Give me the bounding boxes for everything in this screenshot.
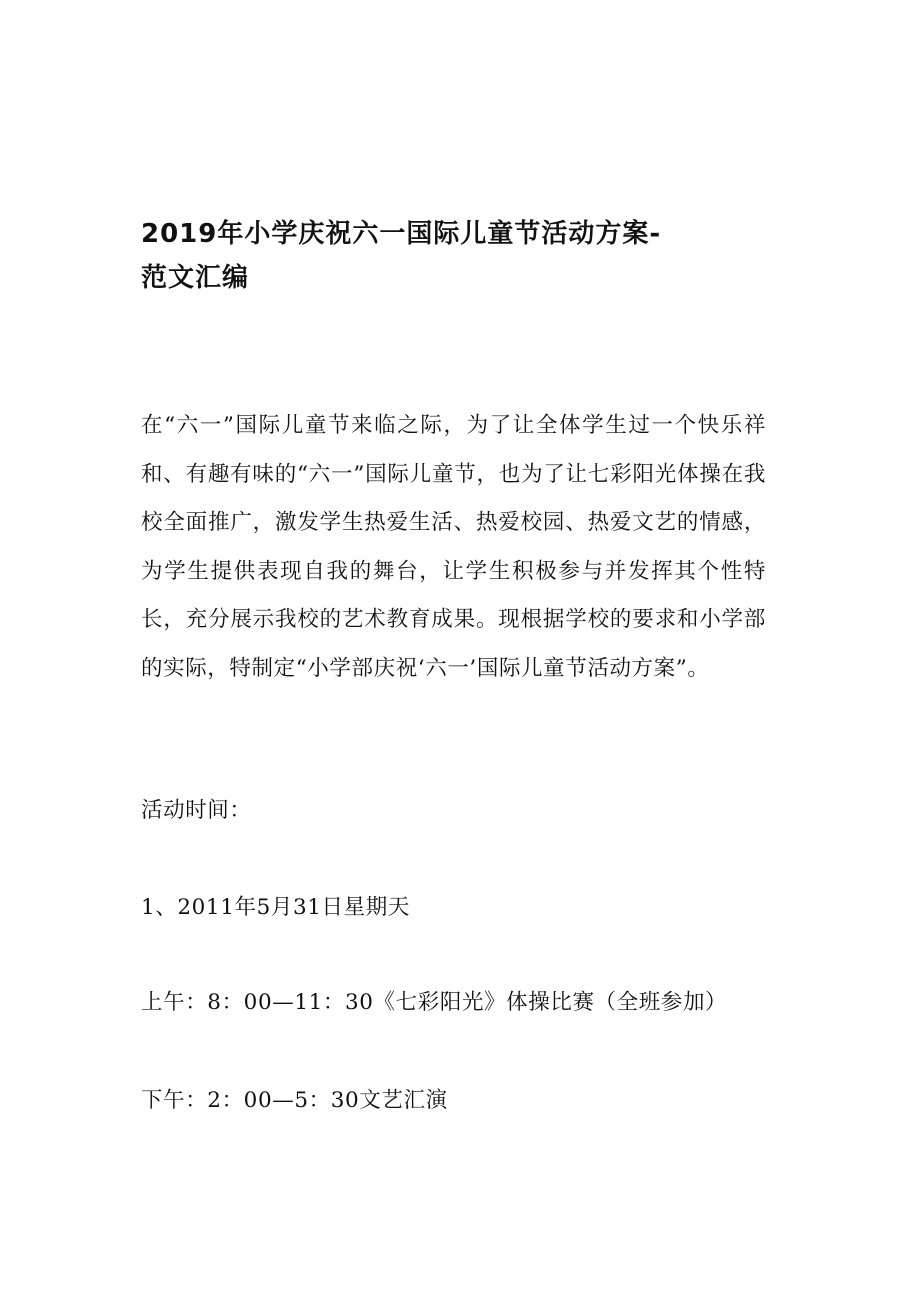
document-title xyxy=(141,212,781,300)
afternoon-schedule: 下午：2：00—5：30文艺汇演 xyxy=(141,1088,448,1113)
title-line-2: 范文汇编 xyxy=(141,263,250,293)
date-line: 1、2011年5月31日星期天 xyxy=(141,895,410,920)
activity-time-label: 活动时间： xyxy=(141,798,252,823)
morning-schedule: 上午：8：00—11：30《七彩阳光》体操比赛（全班参加） xyxy=(141,990,728,1015)
intro-paragraph: 在“六一”国际儿童节来临之际，为了让全体学生过一个快乐祥和、有趣有味的“六一”国际儿童节，也为了让七彩阳光体操在我校全面推广，激发学生热爱生活、热爱校园、热爱文艺的情感，为学生提供表现自我的舞台，让学生积极参与并发挥其个性特长，充分展示我校的艺术教育成果。现根据学校的要求和小学部的实际，特制定“小学部庆祝‘六一’国际儿童节活动方案”。 xyxy=(141,413,766,681)
title-line-1: 2019年小学庆祝六一国际儿童节活动方案- xyxy=(141,219,662,249)
